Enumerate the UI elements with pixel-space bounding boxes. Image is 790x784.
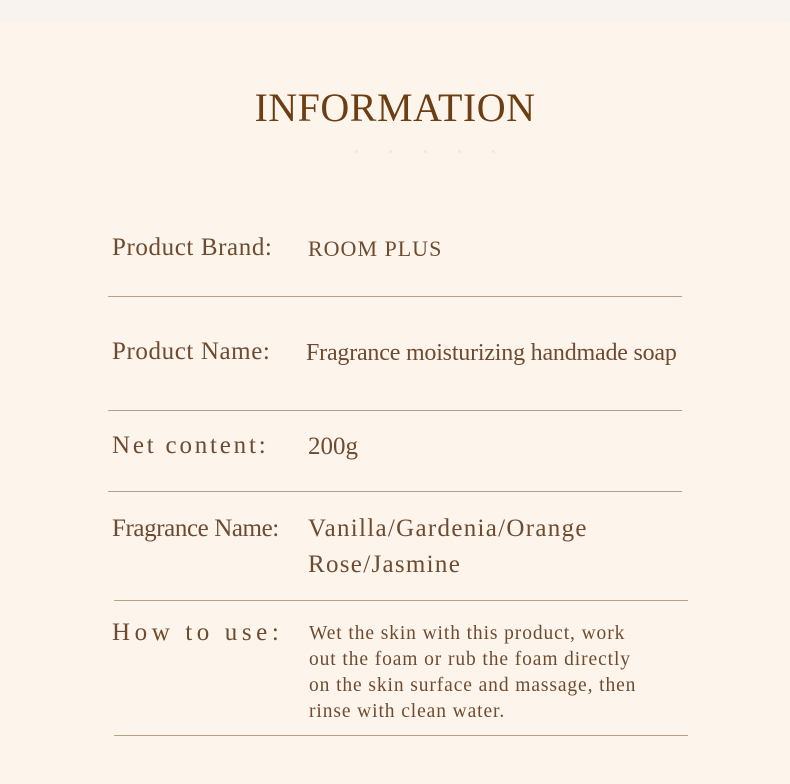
how-to-use-line: Wet the skin with this product, work bbox=[309, 623, 626, 644]
how-to-use-line: rinse with clean water. bbox=[309, 701, 506, 722]
net-content-value: 200g bbox=[308, 433, 358, 460]
row-divider bbox=[114, 735, 688, 736]
title-decoration bbox=[355, 150, 495, 154]
fragrance-name-value-line: Vanilla/Gardenia/Orange bbox=[308, 515, 588, 542]
row-divider bbox=[114, 600, 688, 601]
how-to-use-label: How to use: bbox=[112, 619, 284, 646]
top-band bbox=[0, 0, 790, 22]
how-to-use-line: on the skin surface and massage, then bbox=[309, 675, 637, 696]
row-divider bbox=[108, 491, 682, 492]
fragrance-name-label: Fragrance Name: bbox=[112, 515, 279, 542]
brand-value: ROOM PLUS bbox=[308, 236, 443, 261]
row-divider bbox=[108, 296, 682, 297]
product-name-label: Product Name: bbox=[112, 338, 271, 365]
fragrance-name-value-line: Rose/Jasmine bbox=[308, 551, 462, 578]
page-title: INFORMATION bbox=[254, 85, 536, 130]
product-name-value: Fragrance moisturizing handmade soap bbox=[306, 340, 677, 366]
brand-label: Product Brand: bbox=[112, 234, 273, 261]
how-to-use-line: out the foam or rub the foam directly bbox=[309, 649, 631, 670]
row-divider bbox=[108, 410, 682, 411]
net-content-label: Net content: bbox=[112, 432, 269, 459]
